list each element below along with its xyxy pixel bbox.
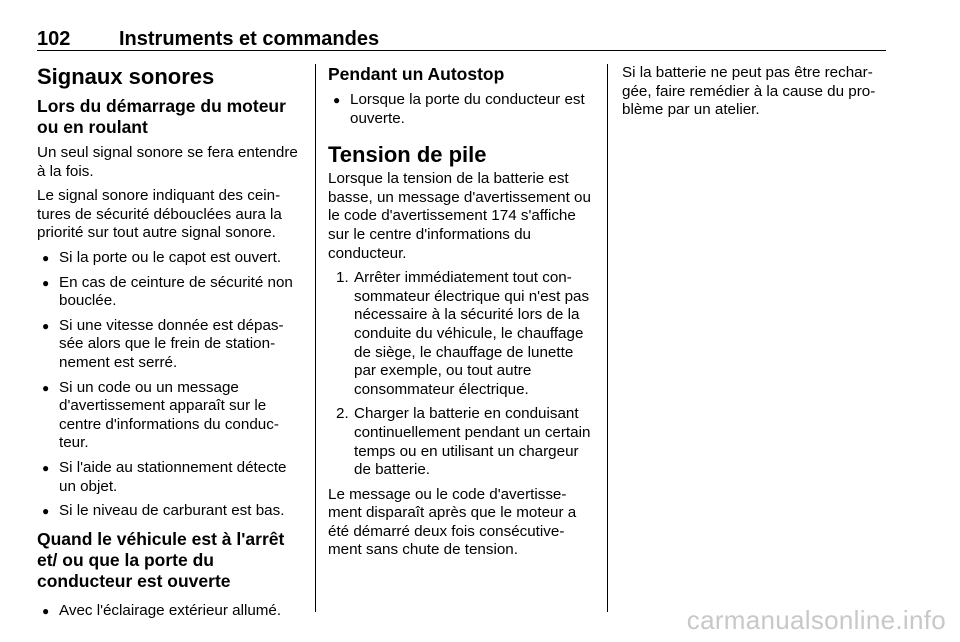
subheading-arret: Quand le véhicule est à l'arrêt et/ ou que la porte du conducteur est ouverte [37, 528, 285, 591]
paragraph: Lorsque la tension de la batterie est basse, un message d'avertissement ou le code d'avertissement 174 s'affiche sur le centre d'informations du conducteur. [328, 170, 591, 262]
subheading-autostop: Pendant un Autostop [328, 64, 505, 84]
column-2 [328, 64, 593, 566]
paragraph: Le message ou le code d'avertissement disparaît après que le moteur a été démarré deux fois consécutivement sans chute de tension. [328, 485, 577, 559]
section-heading-signaux-sonores: Signaux sonores [37, 64, 215, 89]
list-item: ● Si l'aide au stationnement détecte un objet. [37, 459, 302, 496]
paragraph: Un seul signal sonore se fera entendre à la fois. [37, 144, 298, 180]
step-number: 2. [336, 405, 349, 423]
list-item: ● En cas de ceinture de sécurité non bouclée. [37, 274, 302, 311]
step-number: 1. [336, 269, 349, 287]
section-heading-tension-de-pile: Tension de pile [328, 142, 487, 168]
watermark: carmanualsonline.info [686, 605, 946, 635]
bullet-list [37, 602, 302, 621]
bullet-list [328, 91, 593, 128]
list-item [332, 269, 593, 399]
column-3 [622, 64, 890, 126]
column-divider-1 [315, 64, 316, 612]
list-item [332, 405, 593, 479]
subheading-demarrage: Lors du démarrage du moteur ou en roulant [37, 96, 286, 137]
bullet-list [37, 249, 302, 521]
list-item: ● Si le niveau de carburant est bas. [37, 502, 302, 521]
page-header [37, 26, 886, 51]
step-text: Arrêter immédiatement tout consommateur électrique qui n'est pas nécessaire à la sécurité lors de la conduite du véhicule, le chauffage de siège, le chauffage de lunette par exemple, ou tout autre consommateur électrique. [354, 269, 590, 398]
list-item: ● Si la porte ou le capot est ouvert. [37, 249, 302, 268]
list-item: ● Lorsque la porte du conducteur est ouverte. [328, 91, 593, 128]
list-item: ● Si une vitesse donnée est dépassée alors que le frein de stationnement est serré. [37, 317, 302, 373]
numbered-list [328, 269, 593, 480]
paragraph: Le signal sonore indiquant des ceintures de sécurité débouclées aura la priorité sur tout autre signal sonore. [37, 187, 282, 242]
list-item: ● Avec l'éclairage extérieur allumé. [37, 602, 302, 621]
list-item: ● Si un code ou un message d'avertissement apparaît sur le centre d'informations du conducteur. [37, 379, 302, 453]
paragraph: Si la batterie ne peut pas être rechargée, faire remédier à la cause du problème par un atelier. [622, 64, 876, 119]
page-number: 102 [37, 28, 71, 50]
column-divider-2 [607, 64, 608, 612]
column-1 [37, 64, 302, 626]
step-text: Charger la batterie en conduisant continuellement pendant un certain temps ou en utilisant un chargeur de batterie. [354, 405, 591, 479]
chapter-title: Instruments et commandes [119, 28, 380, 50]
